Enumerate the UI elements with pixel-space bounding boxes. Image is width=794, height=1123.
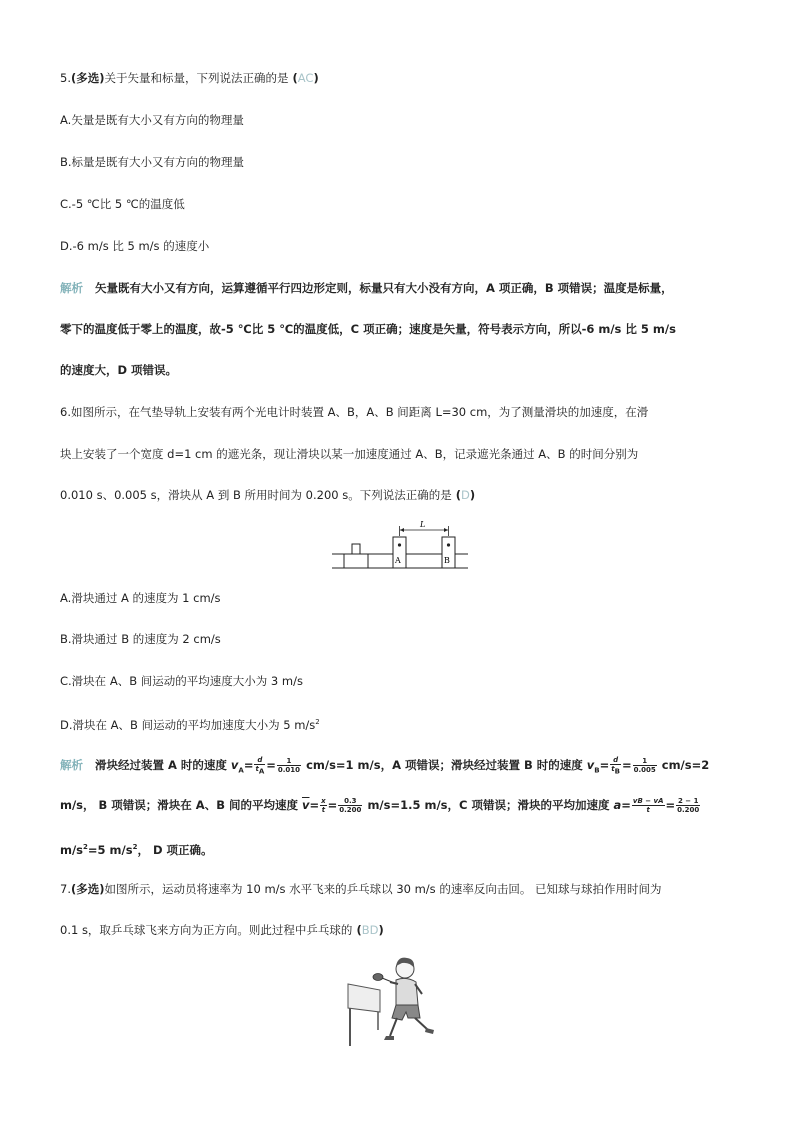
paddle — [373, 974, 383, 981]
air-track-figure — [330, 520, 470, 572]
q6-analysis-line-2: m/s， B 项错误；滑块在 A、B 间的平均速度 $\overline{v}=$ $\frac{x}{t}$ = $\frac{0.3}{0.200}$ m/s=1.5 m/s，C 项错误；滑块的平均加速度 a= $\frac{vB - vA}{t}$ = $\frac{2 - 1}{0.200}$ — [60, 797, 700, 814]
q6-stem-line-2: 块上安装了一个宽度 d=1 cm 的遮光条，现让滑块以某一加速度通过 A、B，记录遮光条通过 A、B 的时间分别为 — [60, 447, 639, 461]
q6-analysis-line-3: $m/s^2=5$ $m/s^2$， D 项正确。 — [60, 842, 213, 857]
q6-answer: D — [461, 488, 470, 502]
q5-stem: 5.(多选)关于矢量和标量，下列说法正确的是 (AC) — [60, 71, 319, 85]
table-tennis-player-figure — [340, 950, 455, 1052]
slider-block — [344, 554, 368, 568]
q6-stem-line-3: 0.010 s、0.005 s，滑块从 A 到 B 所用时间为 0.200 s。下列说法正确的是 (D) — [60, 488, 476, 502]
q7-stem-line-2: 0.1 s，取乒乓球飞来方向为正方向。则此过程中乒乓球的 (BD) — [60, 923, 384, 937]
svg-text:A: A — [395, 556, 401, 565]
q6-option-c: C.滑块在 A、B 间运动的平均速度大小为 3 m/s — [60, 674, 303, 688]
q5-option-d: D.-6 m/s 比 5 m/s 的速度小 — [60, 239, 210, 253]
q6-option-b: B.滑块通过 B 的速度为 2 cm/s — [60, 632, 221, 646]
q5-analysis-line-1: 解析 矢量既有大小又有方向，运算遵循平行四边形定则，标量只有大小没有方向，A 项正确，B 项错误；温度是标量， — [60, 281, 673, 295]
q7-stem-line-1: 7.(多选)如图所示，运动员将速率为 10 m/s 水平飞来的乒乓球以 30 m/s 的速率反向击回。 已知球与球拍作用时间为 — [60, 882, 662, 896]
q5-analysis-line-2: 零下的温度低于零上的温度，故-5 ℃比 5 ℃的温度低，C 项正确；速度是矢量，符号表示方向，所以-6 m/s 比 5 m/s — [60, 322, 676, 336]
light-shield — [352, 544, 360, 554]
q6-option-a: A.滑块通过 A 的速度为 1 cm/s — [60, 591, 221, 605]
q7-answer: BD — [361, 923, 379, 937]
analysis-label: 解析 — [60, 758, 83, 773]
q5-option-b: B.标量是既有大小又有方向的物理量 — [60, 155, 245, 169]
q5-option-c: C.-5 ℃比 5 ℃的温度低 — [60, 197, 185, 211]
table-surface — [348, 984, 380, 1012]
q6-analysis-line-1: 解析 滑块经过装置 A 时的速度 $v_A=$ $\frac{d}{t_A}$ = $\frac{1}{0.010}$ cm/s=1 m/s，A 项错误；滑块经过装置 B 时的速度 $v_B=$ $\frac{d}{t_B}$ = $\frac{1}{0.005}$ cm/s=2 — [60, 756, 710, 776]
svg-text:B: B — [444, 556, 450, 565]
analysis-label: 解析 — [60, 281, 83, 295]
q5-analysis-line-3: 的速度大，D 项错误。 — [60, 363, 178, 377]
q5-answer: AC — [297, 71, 314, 85]
q5-option-a: A.矢量是既有大小又有方向的物理量 — [60, 113, 244, 127]
svg-text:L: L — [420, 520, 426, 529]
q6-stem-line-1: 6.如图所示，在气垫导轨上安装有两个光电计时装置 A、B，A、B 间距离 L=30 cm，为了测量滑块的加速度，在滑 — [60, 405, 649, 419]
player-body — [396, 978, 418, 1006]
q6-option-d: D.滑块在 A、B 间运动的平均加速度大小为 5 $m/s^2$ — [60, 717, 320, 732]
